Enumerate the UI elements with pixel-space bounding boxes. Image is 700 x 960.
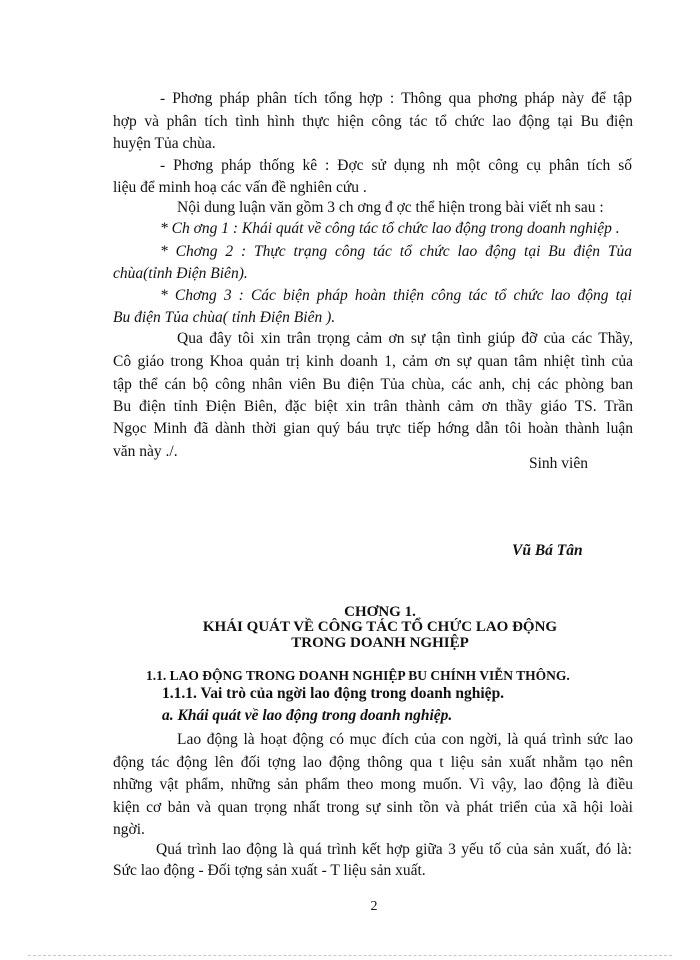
body-line: ngời. [113, 821, 145, 838]
chapter-list-item: * Chơng 2 : Thực trạng công tác tổ chức lao động tại Bu điện Tủa [160, 243, 632, 260]
intro-line: Nội dung luận văn gồm 3 ch ơng đ ợc thể hiện trong bài viết nh sau : [177, 199, 604, 216]
body-line: Sức lao động - Đối tợng sản xuất - T liệu sản xuất. [113, 862, 426, 879]
thanks-line: văn này ./. [113, 443, 178, 460]
body-line: Quá trình lao động là quá trình kết hợp giữa 3 yếu tố của sản xuất, đó là: [156, 841, 632, 858]
section-heading: 1.1. LAO ĐỘNG TRONG DOANH NGHIỆP BU CHÍNH VIỄN THÔNG. [146, 668, 570, 683]
body-line: Lao động là hoạt động có mục đích của con ngời, là quá trình sức lao [177, 731, 633, 748]
chapter-list-item: * Chơng 3 : Các biện pháp hoàn thiện công tác tổ chức lao động tại [160, 287, 632, 304]
chapter-list-item: Bu điện Tủa chùa( tỉnh Điện Biên ). [113, 309, 336, 326]
thanks-line: tập thể cán bộ công nhân viên Bu điện Tủa chùa, các anh, chị các phòng ban [113, 376, 633, 393]
thanks-line: Bu điện tỉnh Điện Biên, đặc biệt xin trân thành cảm ơn thầy giáo TS. Trần [113, 398, 633, 415]
page-number: 2 [370, 899, 378, 914]
page-bottom-divider [28, 955, 672, 956]
body-line: những vật phẩm, những sản phẩm theo mong muốn. Vì vậy, lao động là điều [113, 776, 633, 793]
signature-name: Vũ Bá Tân [512, 542, 583, 559]
chapter-list-item: chùa(tỉnh Điện Biên). [113, 265, 248, 282]
thanks-line: Ngọc Minh đã dành thời gian quý báu trực tiếp hớng dẫn tôi hoàn thành luận [113, 420, 633, 437]
signature-role: Sinh viên [529, 455, 588, 472]
intro-line: - Phơng pháp thống kê : Đợc sử dụng nh một công cụ phân tích số [160, 157, 632, 174]
chapter-number: CHƠNG 1. [344, 604, 416, 620]
chapter-list-item: * Ch ơng 1 : Khái quát về công tác tổ chức lao động trong doanh nghiệp . [160, 220, 620, 237]
subsection-heading: 1.1.1. Vai trò của ngời lao động trong doanh nghiệp. [162, 685, 505, 702]
body-line: động tác động lên đối tợng lao động thông qua t liệu sản xuất nhằm tạo nên [113, 754, 633, 771]
thanks-line: Cô giáo trong Khoa quản trị kinh doanh 1, cảm ơn sự quan tâm nhiệt tình của [113, 353, 633, 370]
body-line: kiện cơ bản và quan trọng nhất trong sự sinh tồn và phát triển của xã hội loài [113, 799, 633, 816]
intro-line: - Phơng pháp phân tích tổng hợp : Thông qua phơng pháp này để tập [160, 90, 632, 107]
intro-line: huyện Tủa chùa. [113, 135, 216, 152]
chapter-title-line: KHÁI QUÁT VỀ CÔNG TÁC TỔ CHỨC LAO ĐỘNG [202, 619, 558, 635]
chapter-title-line: TRONG DOANH NGHIỆP [291, 635, 469, 651]
thanks-line: Qua đây tôi xin trân trọng cảm ơn sự tận tình giúp đỡ của các Thầy, [177, 330, 633, 347]
intro-line: hợp và phân tích tình hình thực hiện công tác tổ chức lao động tại Bu điện [113, 113, 633, 130]
intro-line: liệu để minh hoạ các vấn đề nghiên cứu . [113, 179, 367, 196]
subsection-title: a. Khái quát về lao động trong doanh nghiệp. [162, 707, 453, 724]
